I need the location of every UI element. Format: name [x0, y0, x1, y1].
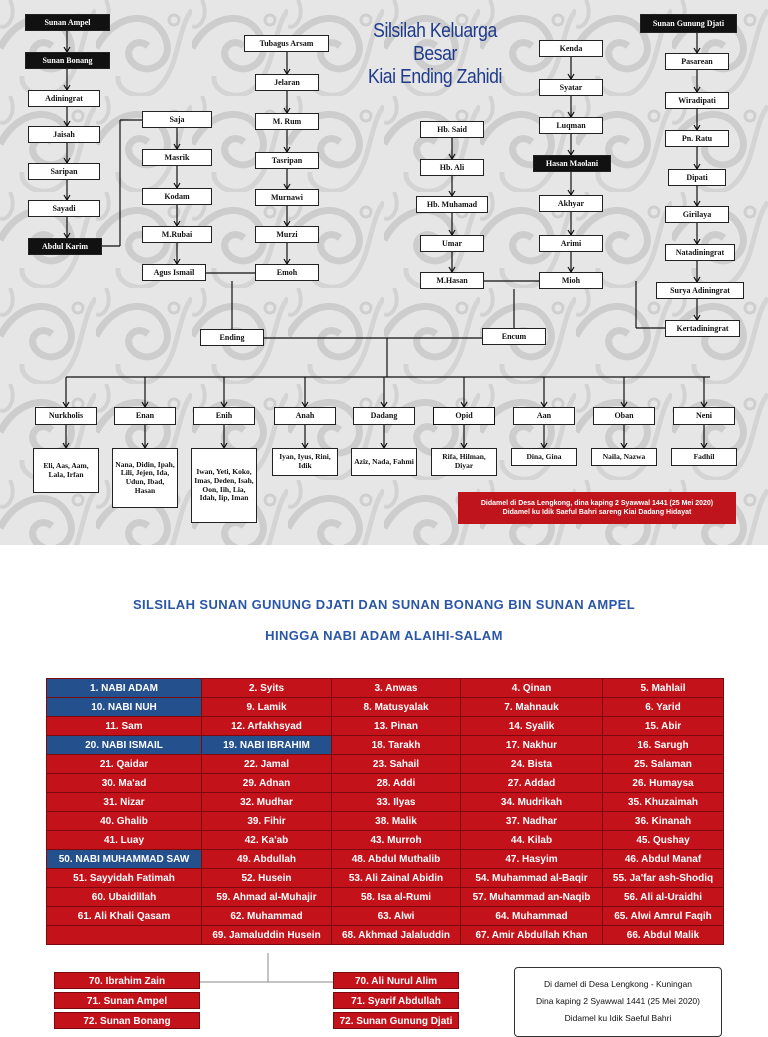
node-m-rum: M. Rum [255, 113, 319, 130]
bottom-note [514, 967, 722, 1037]
tree-title-line1: Silsilah Keluarga Besar [373, 20, 497, 65]
table-cell: 69. Jamaluddin Husein [202, 926, 332, 945]
table-cell: 49. Abdullah [202, 850, 332, 869]
node-sunan-bonang: Sunan Bonang [25, 52, 110, 69]
grandchildren-box: Nana, Didin, Ipah, Lili, Jejen, Ida, Udun, Ibad, Hasan [112, 448, 178, 508]
table-row [47, 907, 724, 926]
grandchildren-box: Iwan, Yeti, Koko, Imas, Deden, Isah, Oon, Iih, Lia, Idah, Iip, Iman [191, 448, 257, 523]
table-cell: 26. Humaysa [603, 774, 724, 793]
node-agus-ismail: Agus Ismail [142, 264, 206, 281]
table-cell: 33. Ilyas [332, 793, 461, 812]
table-cell: 39. Fihir [202, 812, 332, 831]
bottom-note-line2: Dina kaping 2 Syawwal 1441 (25 Mei 2020) [536, 996, 700, 1006]
node-jaisah: Jaisah [28, 126, 100, 143]
node-tasripan: Tasripan [255, 152, 319, 169]
table-cell: 34. Mudrikah [461, 793, 603, 812]
table-cell: 58. Isa al-Rumi [332, 888, 461, 907]
table-row [47, 812, 724, 831]
table-cell: 14. Syalik [461, 717, 603, 736]
table-row [47, 774, 724, 793]
table-cell: 59. Ahmad al-Muhajir [202, 888, 332, 907]
table-cell: 31. Nizar [47, 793, 202, 812]
node-sunan-ampel: Sunan Ampel [25, 14, 110, 31]
node-sayadi: Sayadi [28, 200, 100, 217]
grandchildren-box: Aziz, Nada, Fahmi [351, 448, 417, 476]
node-arimi: Arimi [539, 235, 603, 252]
node-m-hasan: M.Hasan [420, 272, 484, 289]
tree-title [356, 20, 514, 89]
table-row [47, 717, 724, 736]
table-cell [47, 926, 202, 945]
node-wiradipati: Wiradipati [665, 92, 729, 109]
table-row [47, 755, 724, 774]
node-m-rubai: M.Rubai [142, 226, 212, 243]
node-murnawi: Murnawi [255, 189, 319, 206]
table-cell: 55. Ja'far ash-Shodiq [603, 869, 724, 888]
node-luqman: Luqman [539, 117, 603, 134]
table-cell: 45. Qushay [603, 831, 724, 850]
table-cell: 66. Abdul Malik [603, 926, 724, 945]
child-name: Aan [513, 407, 575, 425]
grandchildren-box: Fadhil [671, 448, 737, 466]
grandchildren-box: Rifa, Hilman, Diyar [431, 448, 497, 476]
table-row [47, 850, 724, 869]
table-cell: 30. Ma'ad [47, 774, 202, 793]
table-row [47, 698, 724, 717]
table-cell: 12. Arfakhsyad [202, 717, 332, 736]
child-name: Neni [673, 407, 735, 425]
grandchildren-box: Iyan, Iyus, Rini, Idik [272, 448, 338, 476]
table-cell: 62. Muhammad [202, 907, 332, 926]
table-cell: 42. Ka'ab [202, 831, 332, 850]
node-masrik: Masrik [142, 149, 212, 166]
table-cell: 27. Addad [461, 774, 603, 793]
table-cell: 24. Bista [461, 755, 603, 774]
tree-credit-line1: Didamel di Desa Lengkong, dina kaping 2 Syawwal 1441 (25 Mei 2020) [480, 499, 714, 507]
node-pasarean: Pasarean [665, 53, 729, 70]
table-cell: 13. Pinan [332, 717, 461, 736]
grandchildren-box: Eli, Aas, Aam, Lala, Irfan [33, 448, 99, 493]
node-natadiningrat: Natadiningrat [665, 244, 735, 261]
bottom-note-line1: Di damel di Desa Lengkong - Kuningan [544, 979, 692, 989]
node-kenda: Kenda [539, 40, 603, 57]
table-cell: 40. Ghalib [47, 812, 202, 831]
lineage-table [46, 678, 724, 945]
table-cell: 23. Sahail [332, 755, 461, 774]
node-syatar: Syatar [539, 79, 603, 96]
child-name: Enih [193, 407, 255, 425]
branch-left-item: 71. Sunan Ampel [54, 992, 200, 1009]
tree-credit-line2: Didamel ku Idik Saeful Bahri sareng Kiai Dadang Hidayat [502, 509, 692, 516]
node-sunan-gunung-djati: Sunan Gunung Djati [640, 14, 737, 33]
child-name: Anah [274, 407, 336, 425]
table-cell: 21. Qaidar [47, 755, 202, 774]
table-cell: 7. Mahnauk [461, 698, 603, 717]
table-cell: 63. Alwi [332, 907, 461, 926]
branch-right-item: 70. Ali Nurul Alim [333, 972, 459, 989]
table-cell: 50. NABI MUHAMMAD SAW [47, 850, 202, 869]
node-saripan: Saripan [28, 163, 100, 180]
table-row [47, 831, 724, 850]
section-title-1: SILSILAH SUNAN GUNUNG DJATI DAN SUNAN BONANG BIN SUNAN AMPEL [132, 597, 636, 612]
node-umar: Umar [420, 235, 484, 252]
table-row [47, 736, 724, 755]
table-cell: 6. Yarid [603, 698, 724, 717]
table-cell: 54. Muhammad al-Baqir [461, 869, 603, 888]
table-cell: 8. Matusyalak [332, 698, 461, 717]
table-cell: 51. Sayyidah Fatimah [47, 869, 202, 888]
node-girilaya: Girilaya [665, 206, 729, 223]
table-cell: 1. NABI ADAM [47, 679, 202, 698]
node-akhyar: Akhyar [539, 195, 603, 212]
table-cell: 56. Ali al-Uraidhi [603, 888, 724, 907]
table-cell: 29. Adnan [202, 774, 332, 793]
table-cell: 3. Anwas [332, 679, 461, 698]
node-hasan-maolani: Hasan Maolani [533, 155, 611, 172]
table-cell: 32. Mudhar [202, 793, 332, 812]
node-kodam: Kodam [142, 188, 212, 205]
node-emoh: Emoh [255, 264, 319, 281]
table-cell: 65. Alwi Amrul Faqih [603, 907, 724, 926]
child-name: Dadang [353, 407, 415, 425]
table-cell: 5. Mahlail [603, 679, 724, 698]
table-row [47, 793, 724, 812]
node-surya-adiningrat: Surya Adiningrat [656, 282, 744, 299]
branch-left-item: 70. Ibrahim Zain [54, 972, 200, 989]
table-cell: 46. Abdul Manaf [603, 850, 724, 869]
table-cell: 19. NABI IBRAHIM [202, 736, 332, 755]
table-cell: 36. Kinanah [603, 812, 724, 831]
table-cell: 35. Khuzaimah [603, 793, 724, 812]
node-hb-ali: Hb. Ali [420, 159, 484, 176]
node-mioh: Mioh [539, 272, 603, 289]
branch-left-item: 72. Sunan Bonang [54, 1012, 200, 1029]
table-cell: 52. Husein [202, 869, 332, 888]
node-hb-said: Hb. Said [420, 121, 484, 138]
table-cell: 67. Amir Abdullah Khan [461, 926, 603, 945]
table-cell: 37. Nadhar [461, 812, 603, 831]
node-abdul-karim: Abdul Karim [28, 238, 102, 255]
table-cell: 53. Ali Zainal Abidin [332, 869, 461, 888]
table-cell: 15. Abir [603, 717, 724, 736]
table-cell: 44. Kilab [461, 831, 603, 850]
table-cell: 10. NABI NUH [47, 698, 202, 717]
table-cell: 18. Tarakh [332, 736, 461, 755]
grandchildren-box: Naila, Nazwa [591, 448, 657, 466]
table-cell: 9. Lamik [202, 698, 332, 717]
child-name: Nurkholis [35, 407, 97, 425]
table-row [47, 926, 724, 945]
node-pn-ratu: Pn. Ratu [665, 130, 729, 147]
branch-right-item: 72. Sunan Gunung Djati [333, 1012, 459, 1029]
node-encum: Encum [482, 328, 546, 345]
grandchildren-box: Dina, Gina [511, 448, 577, 466]
table-cell: 25. Salaman [603, 755, 724, 774]
table-cell: 16. Sarugh [603, 736, 724, 755]
branch-right-item: 71. Syarif Abdullah [333, 992, 459, 1009]
table-row [47, 869, 724, 888]
table-cell: 38. Malik [332, 812, 461, 831]
tree-title-line2: Kiai Ending Zahidi [368, 66, 502, 88]
table-cell: 43. Murroh [332, 831, 461, 850]
table-cell: 20. NABI ISMAIL [47, 736, 202, 755]
tree-credit [458, 492, 736, 524]
node-ending: Ending [200, 329, 264, 346]
table-cell: 22. Jamal [202, 755, 332, 774]
node-kertadiningrat: Kertadiningrat [665, 320, 740, 337]
node-hb-muhamad: Hb. Muhamad [416, 196, 488, 213]
child-name: Oban [593, 407, 655, 425]
node-saja: Saja [142, 111, 212, 128]
table-cell: 4. Qinan [461, 679, 603, 698]
table-cell: 17. Nakhur [461, 736, 603, 755]
table-cell: 2. Syits [202, 679, 332, 698]
child-name: Opid [433, 407, 495, 425]
node-adiningrat: Adiningrat [28, 90, 100, 107]
table-cell: 47. Hasyim [461, 850, 603, 869]
table-cell: 57. Muhammad an-Naqib [461, 888, 603, 907]
section-title-2: HINGGA NABI ADAM ALAIHI-SALAM [265, 628, 503, 643]
node-murzi: Murzi [255, 226, 319, 243]
table-cell: 60. Ubaidillah [47, 888, 202, 907]
table-row [47, 888, 724, 907]
table-cell: 68. Akhmad Jalaluddin [332, 926, 461, 945]
table-cell: 28. Addi [332, 774, 461, 793]
table-cell: 11. Sam [47, 717, 202, 736]
table-cell: 61. Ali Khali Qasam [47, 907, 202, 926]
node-jelaran: Jelaran [255, 74, 319, 91]
table-cell: 41. Luay [47, 831, 202, 850]
node-tubagus-arsam: Tubagus Arsam [244, 35, 329, 52]
bottom-note-line3: Didamel ku Idik Saeful Bahri [564, 1013, 672, 1023]
node-dipati: Dipati [668, 169, 726, 186]
table-row [47, 679, 724, 698]
table-cell: 64. Muhammad [461, 907, 603, 926]
table-cell: 48. Abdul Muthalib [332, 850, 461, 869]
child-name: Enan [114, 407, 176, 425]
